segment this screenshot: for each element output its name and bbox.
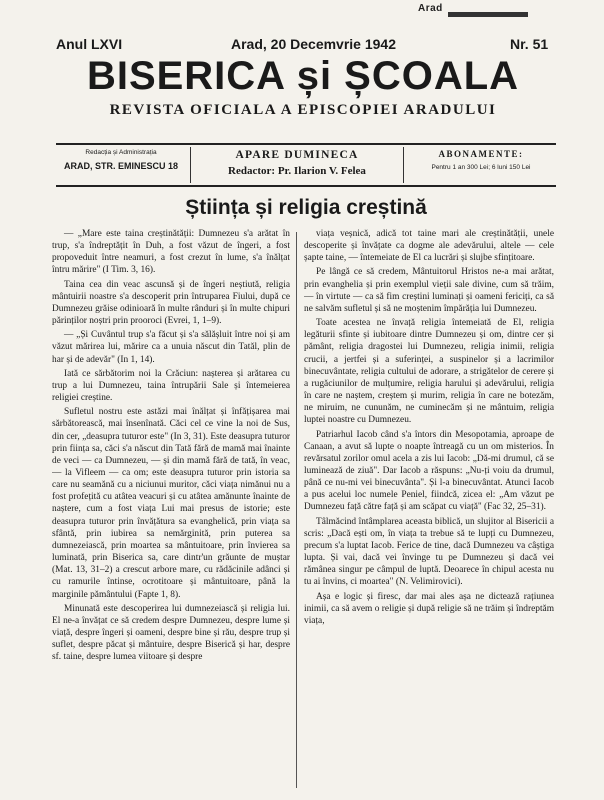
editorial-block	[190, 147, 404, 183]
subscriptions-title: ABONAMENTE:	[438, 149, 524, 159]
editor-name: Redactor: Pr. Ilarion V. Felea	[228, 165, 366, 177]
article-paragraph: Sufletul nostru este astăzi mai înălțat și înfățișarea mai sărbătorească, mai însenînată. Căci cel ce vine la noi de Sus, din cer, „deasupra tuturor este" (In 3, 31). Este deasupra tuturor prin ființa sa, căci s'a născut din Tată fără de mamă mai înainte de veci — ca Dumnezeu, — și din mamă fără de tată, în veac, — la Vifleem — ca om; este deasupra tuturor prin istoria sa care nu seamănă cu a niciunui muritor, căci viața nimănui nu a fost profețită cu atâtea veacuri și cu atâtea amănunte înainte de naștere, cum a fost viața Lui mai presus de istorie; este deasupra tuturor prin învățătura sa evanghelică, prin viața sa sfântă, prin iubirea sa nemărginită, prin puterea sa dumnezeiască, prin moartea sa mântuitoare, prin învierea sa luminată, prin Biserica sa, care dintr'un grăunte de muștar (Mat. 13, 31–2) a crescut arbore mare, cu rădăcinile adânci și cu ramurile întinse, ocrotitoare și mântuitoare, până la marginile pământului (Fapte 1, 8).	[52, 407, 290, 600]
admin-block	[56, 147, 186, 183]
article-paragraph: Patriarhul Iacob când s'a întors din Mesopotamia, aproape de Canaan, a avut să lupte o noapte întreagă cu un om misterios. În revărsatul zorilor omul acela a zis lui Iacob: „Dă-mi drumul, că se luminează de ziuă". Dar Iacob a răspuns: „Nu-ți voiu da drumul, până ce nu-mi vei binecuvânta". Și l-a binecuvântat. Atunci Iacob a pus acelui loc numele Peniel, fiindcă, zicea el: „Am văzut pe Dumnezeu față către față și am scăpat cu viață" (Fac 32, 25–31).	[304, 429, 554, 513]
issue-number: Nr. 51	[510, 36, 549, 52]
admin-address: ARAD, STR. EMINESCU 18	[63, 161, 179, 171]
article-paragraph: Așa e logic și firesc, dar mai ales așa ne dictează rațiunea inimii, ca să avem o religie și după religie să ne trăim și îndreptăm viața,	[304, 591, 554, 626]
admin-label: Redacția și Administrația	[85, 149, 157, 156]
article-paragraph: Taina cea din veac ascunsă și de îngeri neștiută, religia mântuirii noastre s'a descoperit prin întruparea Fiului, după ce Dumnezeu grăise odinioară în multe rânduri și în multe chipuri părinților noștri prin prooroci (Evrei, 1, 1–9).	[52, 279, 290, 327]
info-bar	[56, 143, 556, 187]
article-paragraph: — „Mare este taina creștinătății: Dumnezeu s'a arătat în trup, s'a îndreptățit în Duh, a fost văzut de îngeri, a fost propoveduit între neamuri, a fost crezut în lume, s'a înălțat întru mărire" (I Tim. 3, 16).	[52, 229, 290, 276]
article-paragraph: Pe lângă ce să credem, Mântuitorul Hristos ne-a mai arătat, prin evanghelia și prin exemplul vieții sale divine, cum să trăim, — în virtute — ca să fim creștini luminați și oameni fericiți, ca să ne salvăm sufletul și să ne moștenim împărăția lui Dumnezeu.	[304, 267, 554, 314]
column-divider	[296, 232, 297, 788]
library-stamp: Arad	[418, 3, 443, 14]
article-paragraph: — „Și Cuvântul trup s'a făcut și s'a sălășluit între noi și am văzut mărirea lui, mărire ca a unuia născut din Tatăl, plin de har și de adevăr" (In 1, 14).	[52, 330, 290, 365]
subscriptions-block	[406, 147, 556, 183]
masthead-title: BISERICA și ȘCOALA	[86, 54, 520, 98]
publication-frequency: APARE DUMINECA	[235, 149, 359, 161]
place-date: Arad, 20 Decemvrie 1942	[231, 36, 396, 52]
article-column-left	[52, 228, 290, 794]
article-paragraph: Iată ce sărbătorim noi la Crăciun: nașterea și arătarea cu trup a lui Dumnezeu, taina întrupării Sale și întemeierea religiei creștine.	[52, 368, 290, 404]
article-paragraph: Tâlmăcind întâmplarea aceasta biblică, un slujitor al Bisericii a scris: „Dacă ești om, în viața ta trebue să te lupți cu Dumnezeu, precum s'a luptat Iacob. Ferice de tine, dacă Dumnezeu va câștiga lupta. Și vai, dacă vei învinge tu pe Dumnezeu și dacă vei rămânea singur pe câmpul de luptă. Deoarece în chipul acesta nu tu ai învins, ci moartea" (N. Velimirovici).	[304, 516, 554, 588]
masthead-subtitle: REVISTA OFICIALA A EPISCOPIEI ARADULUI	[109, 102, 497, 118]
stamp-bar	[448, 12, 528, 17]
article-paragraph: Minunată este descoperirea lui dumnezeiască și religia lui. El ne-a învățat ce să credem despre Dumnezeu, despre lume și viață, despre îngeri și oameni, despre bine și rău, despre trup și suflet, despre păcat și mântuire, despre Biserică și har, despre sf. taine, despre lumea viitoare și despre	[52, 603, 290, 663]
article-column-right	[304, 228, 554, 794]
article-title: Știința și religia creștină	[185, 196, 427, 219]
article-paragraph: Toate acestea ne învață religia întemeiată de El, religia legăturii sfinte și iubitoare dintre Dumnezeu și om, dintre cer și pământ, religia dragostei lui Dumnezeu, religia inimii, religia crucii, a jertfei și a suferinței, a suspinelor și a lacrimilor binecuvântate, religia cultului de adorare, a strigătelor de cerere și a rugăciunilor de mulțumire, religia harului și adevărului, religia în care ne naștem, creștem și murim, religia în care ne botezăm, ne miruim, ne cununăm, ne cuminecăm și ne mântuim, religia luptei noastre cu Dumnezeu.	[304, 318, 554, 426]
article-paragraph: viața veșnică, adică tot taine mari ale creștinătății, unele descoperite și învățate ca dogme ale adevărului, altele — cele șapte taine, — întemeiate de El ca lucrări și slujbe sfințitoare.	[304, 229, 554, 264]
subscriptions-prices: Pentru 1 an 300 Lei; 6 luni 150 Lei	[431, 164, 531, 171]
year-label: Anul LXVI	[56, 36, 123, 52]
